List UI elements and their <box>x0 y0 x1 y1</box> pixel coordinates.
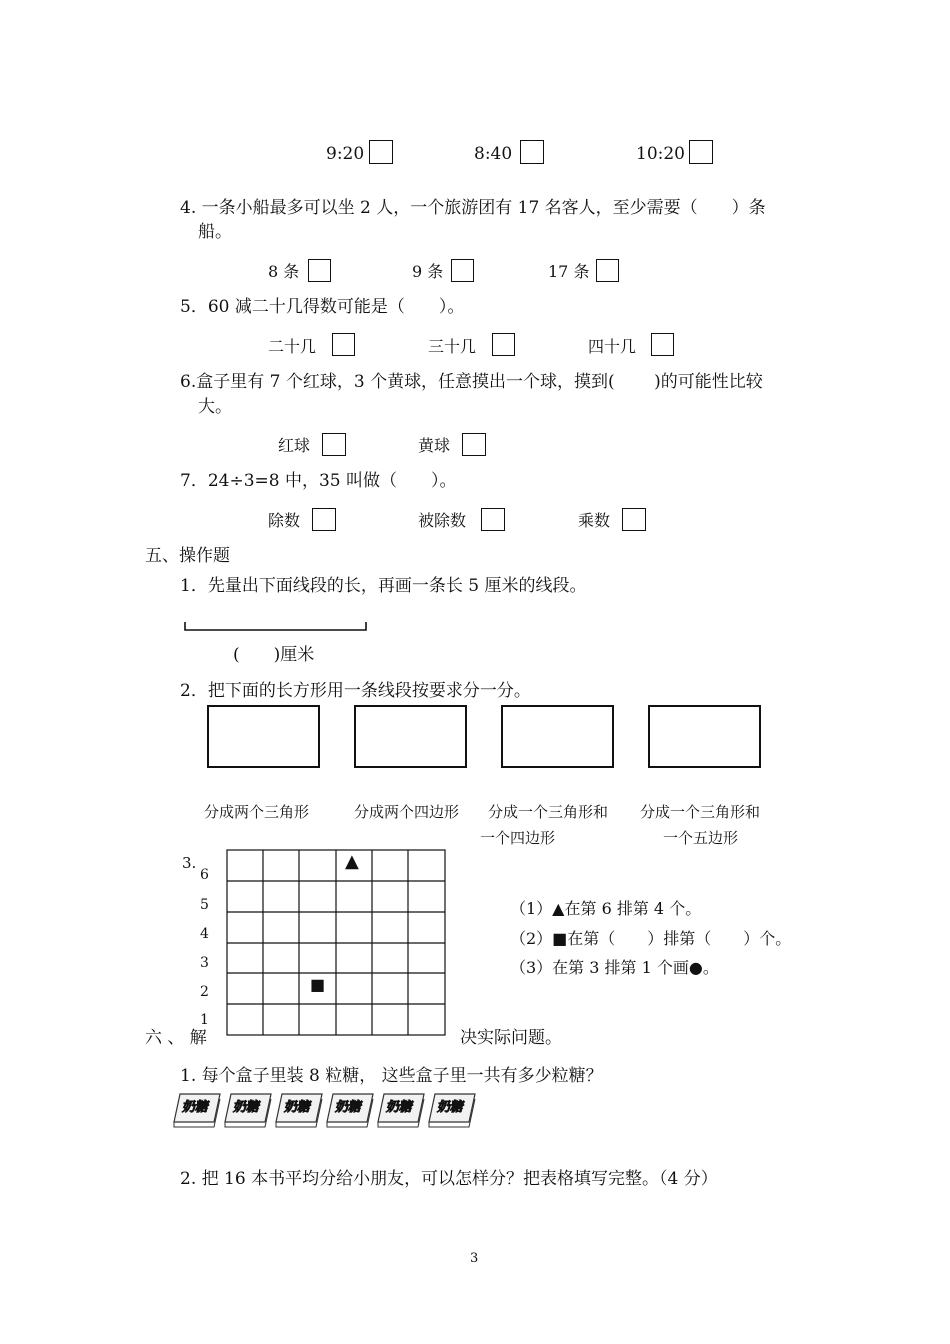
grid-question-2: （2）■在第（ ）排第（ ）个。 <box>510 929 792 948</box>
section-5-q3-label: 3. <box>182 854 197 872</box>
answer-box[interactable] <box>369 140 393 164</box>
q7-option-1: 除数 <box>268 511 301 530</box>
rect-caption-3b: 一个四边形 <box>480 829 556 847</box>
answer-box[interactable] <box>322 433 346 456</box>
grid-question-3: （3）在第 3 排第 1 个画●。 <box>510 958 719 977</box>
q5-option-1: 二十几 <box>268 337 317 356</box>
square-marker: ■ <box>310 975 326 994</box>
section-6-title-b: 决实际问题。 <box>460 1028 562 1048</box>
answer-box[interactable] <box>492 333 515 356</box>
candy-boxes <box>172 1092 492 1132</box>
section-6-q2: 2. 把 16 本书平均分给小朋友，可以怎样分？把表格填写完整。（4 分） <box>180 1169 718 1189</box>
q7-option-2: 被除数 <box>418 511 467 530</box>
candy-label: 奶糖 <box>232 1100 262 1115</box>
time-option-1: 9:20 <box>326 144 365 164</box>
q4-option-1: 8 条 <box>268 262 300 281</box>
candy-label: 奶糖 <box>283 1100 313 1115</box>
q4-option-2: 9 条 <box>412 262 444 281</box>
rect-caption-2: 分成两个四边形 <box>354 803 460 821</box>
candy-box <box>325 1092 375 1128</box>
divide-rectangle-4[interactable] <box>648 705 761 768</box>
q4-option-3: 17 条 <box>548 262 590 281</box>
q7-option-3: 乘数 <box>578 511 611 530</box>
candy-box <box>427 1092 477 1128</box>
candy-box <box>376 1092 426 1128</box>
section-5-title: 五、操作题 <box>145 546 230 566</box>
q6-option-1: 红球 <box>278 436 311 455</box>
question-4-line1: 4. 一条小船最多可以坐 2 人，一个旅游团有 17 名客人，至少需要（ ）条 <box>180 198 766 218</box>
answer-box[interactable] <box>596 259 619 282</box>
row-number-2: 2 <box>200 984 209 1000</box>
question-7: 7．24÷3=8 中，35 叫做（ ）。 <box>180 471 457 491</box>
answer-box[interactable] <box>308 259 331 282</box>
rect-caption-3a: 分成一个三角形和 <box>488 803 609 821</box>
row-number-3: 3 <box>200 955 209 971</box>
question-5: 5．60 减二十几得数可能是（ ）。 <box>180 297 465 317</box>
section-5-q1: 1．先量出下面线段的长，再画一条长 5 厘米的线段。 <box>180 576 587 596</box>
row-number-1: 1 <box>200 1012 209 1028</box>
rect-caption-4b: 一个五边形 <box>663 829 739 847</box>
answer-box[interactable] <box>622 508 646 531</box>
candy-label: 奶糖 <box>334 1100 364 1115</box>
candy-label: 奶糖 <box>385 1100 415 1115</box>
section-6-title-a: 六 、 解 <box>145 1028 207 1048</box>
q6-option-2: 黄球 <box>418 436 451 455</box>
answer-box[interactable] <box>481 508 505 531</box>
divide-rectangle-1[interactable] <box>207 705 320 768</box>
section-5-q1-blank[interactable]: ( )厘米 <box>233 645 315 665</box>
question-4-line2: 船。 <box>198 222 232 242</box>
candy-box <box>172 1092 222 1128</box>
question-6-line1: 6.盒子里有 7 个红球，3 个黄球，任意摸出一个球，摸到( )的可能性比较 <box>180 372 763 392</box>
row-number-6: 6 <box>200 867 209 883</box>
divide-rectangle-2[interactable] <box>354 705 467 768</box>
answer-box[interactable] <box>462 433 486 456</box>
grid-question-1: （1）▲在第 6 排第 4 个。 <box>510 899 702 918</box>
answer-box[interactable] <box>520 140 544 164</box>
question-6-line2: 大。 <box>198 397 232 417</box>
time-option-3: 10:20 <box>636 144 685 164</box>
q5-option-2: 三十几 <box>428 337 477 356</box>
seat-grid[interactable] <box>226 849 448 1037</box>
candy-label: 奶糖 <box>436 1100 466 1115</box>
candy-box <box>274 1092 324 1128</box>
row-number-4: 4 <box>200 926 209 942</box>
section-5-q2: 2．把下面的长方形用一条线段按要求分一分。 <box>180 681 531 701</box>
answer-box[interactable] <box>332 333 355 356</box>
section-6-q1: 1. 每个盒子里装 8 粒糖， 这些盒子里一共有多少粒糖？ <box>180 1066 603 1086</box>
divide-rectangle-3[interactable] <box>501 705 614 768</box>
measure-segment <box>180 620 372 634</box>
rect-caption-4a: 分成一个三角形和 <box>640 803 761 821</box>
rect-caption-1: 分成两个三角形 <box>204 803 310 821</box>
candy-box <box>223 1092 273 1128</box>
answer-box[interactable] <box>651 333 674 356</box>
time-option-2: 8:40 <box>474 144 513 164</box>
row-number-5: 5 <box>200 897 209 913</box>
triangle-marker: ▲ <box>345 851 359 872</box>
q5-option-3: 四十几 <box>588 337 637 356</box>
page-number: 3 <box>470 1251 479 1266</box>
answer-box[interactable] <box>451 259 474 282</box>
answer-box[interactable] <box>689 140 713 164</box>
answer-box[interactable] <box>312 508 336 531</box>
candy-label: 奶糖 <box>181 1100 211 1115</box>
